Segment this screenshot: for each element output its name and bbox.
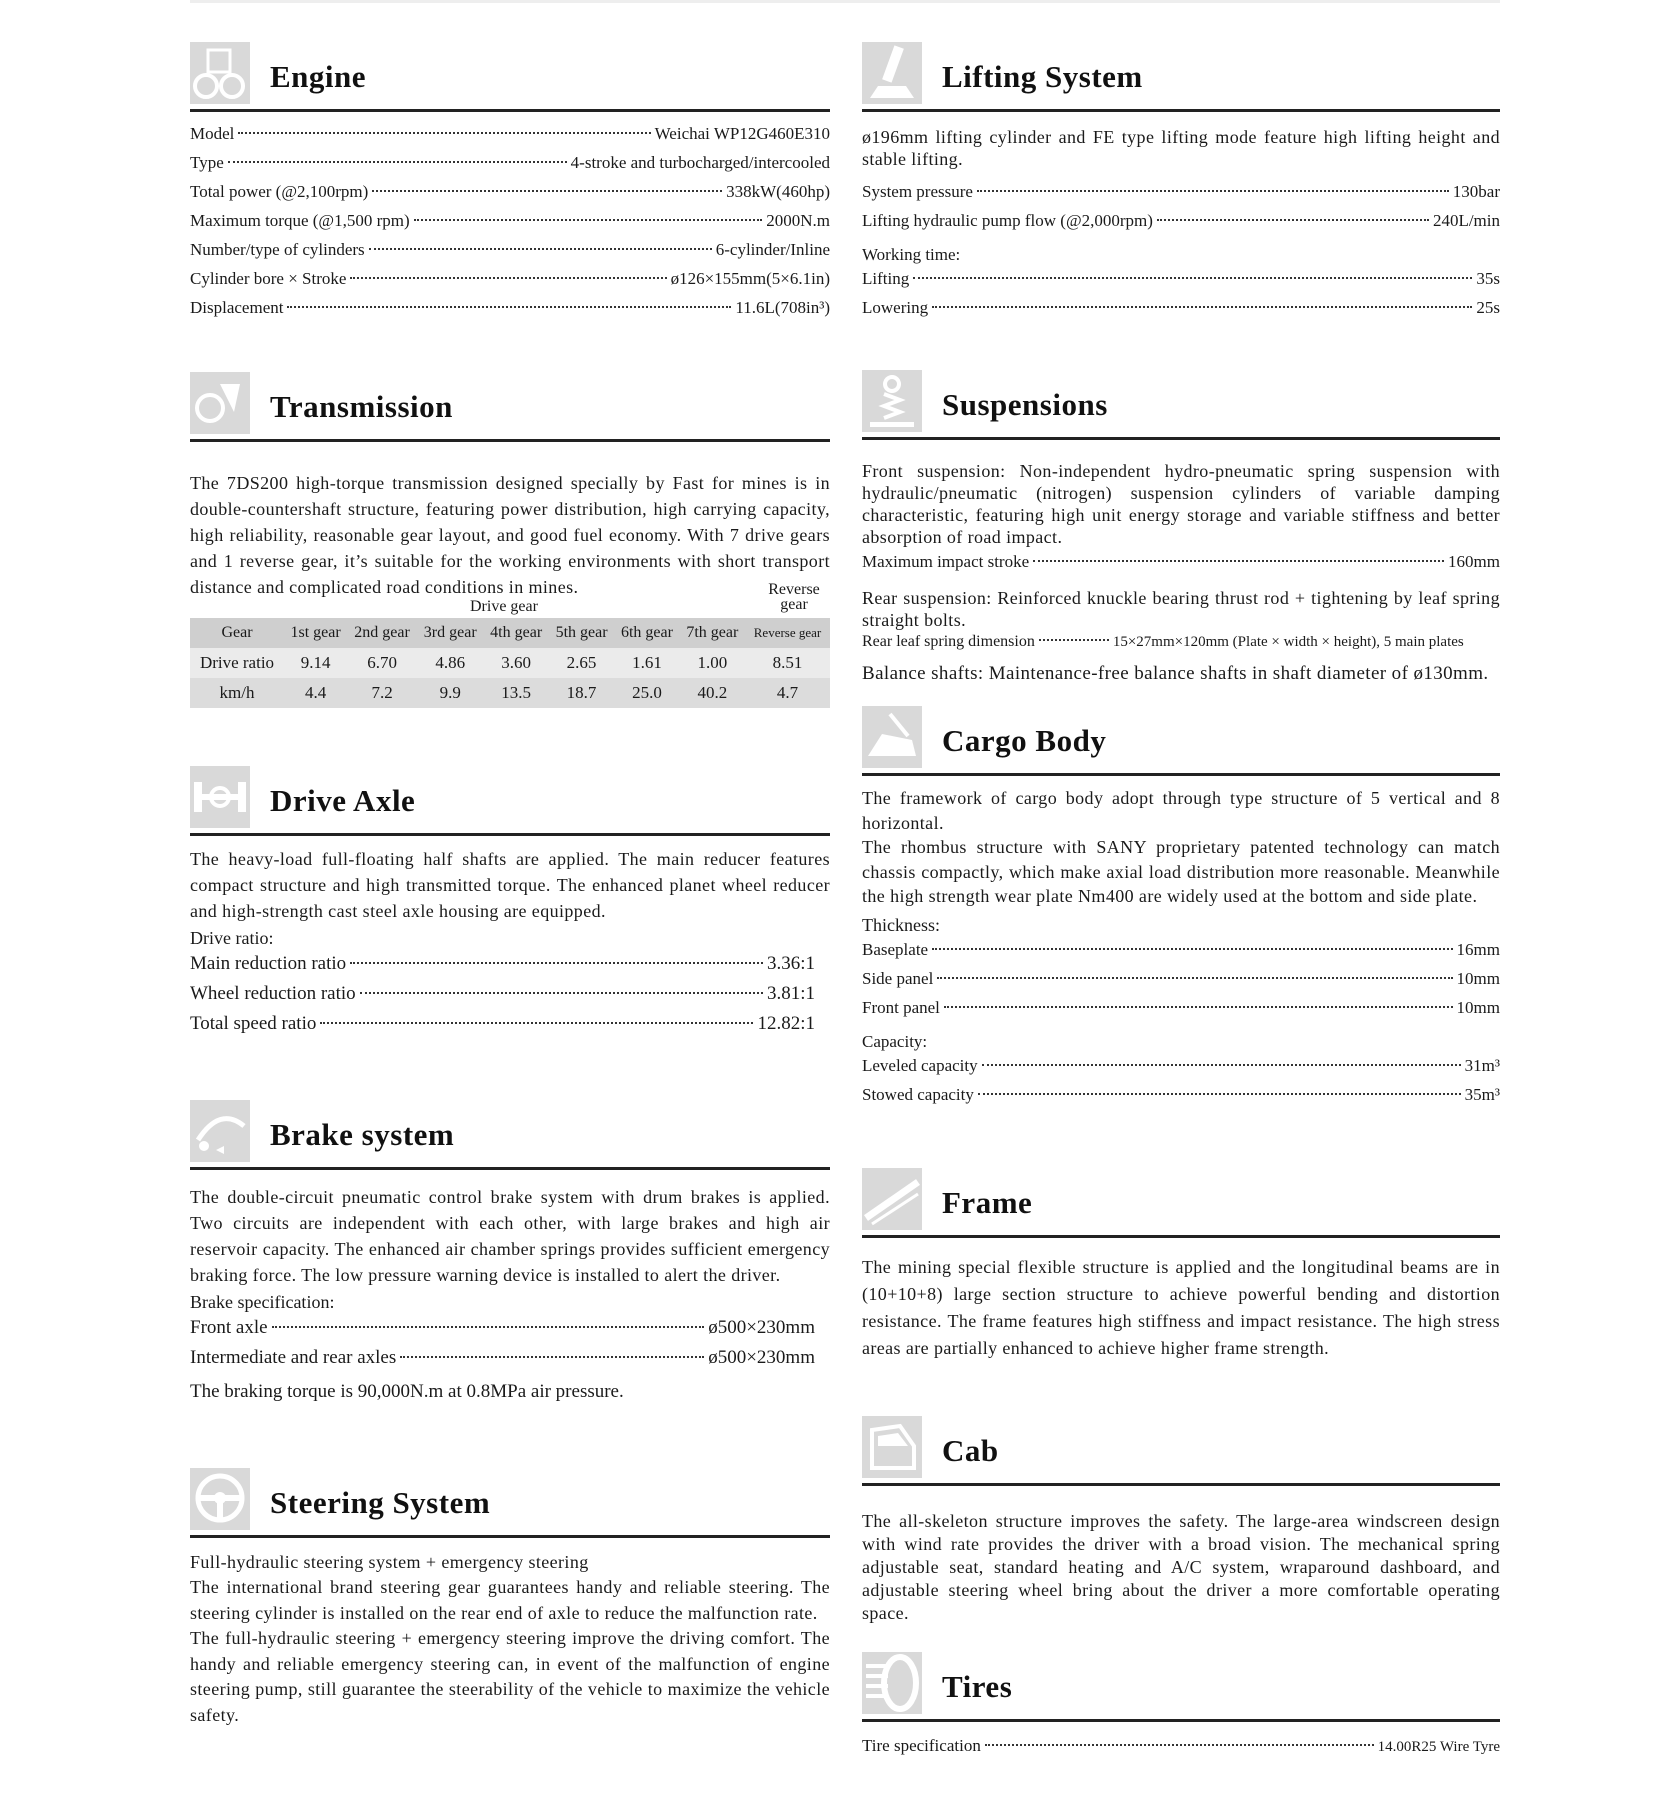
cab-description: The all-skeleton structure improves the safety. The large-area windscreen design with wind rate provides the driver with a broad vision. The mechanical spring adjustable seat, standard heating and A/C system, wraparound dashboard, and adjustable steering wheel bring about the driver a more comfortable operating space.: [862, 1511, 1500, 1623]
spec-label: Displacement: [190, 298, 284, 317]
engine-title: Engine: [270, 59, 367, 94]
table-cell: 7.2: [347, 678, 417, 708]
leader-dots: [932, 948, 1452, 950]
transmission-header: [190, 372, 830, 442]
spec-row: [190, 182, 830, 211]
frame-header: [862, 1168, 1500, 1238]
column-header: Reverse gear: [745, 618, 830, 648]
leader-dots: [913, 277, 1472, 279]
table-cell: 3.60: [483, 648, 548, 678]
tire-spec-label: Tire specification: [862, 1736, 981, 1755]
spec-value: 4-stroke and turbocharged/intercooled: [570, 153, 830, 172]
rear-suspension-text: Rear suspension: Reinforced knuckle bearing thrust rod + tightening by leaf spring straight bolts.: [862, 588, 1500, 630]
spec-row: [862, 211, 1500, 240]
brake-spec-list: [190, 1317, 815, 1377]
table-cell: km/h: [190, 678, 284, 708]
frame-description: The mining special flexible structure is applied and the longitudinal beams are in (10+10+8) large section structure to achieve powerful bending and distortion resistance. The frame features high stiffness and impact resistance. The high stress areas are partially enhanced to achieve higher frame strength.: [862, 1257, 1500, 1358]
leader-dots: [985, 1744, 1374, 1746]
leader-dots: [400, 1356, 704, 1358]
spec-row: [862, 182, 1500, 211]
drive-axle-header: [190, 766, 830, 836]
leader-dots: [372, 190, 722, 192]
spec-value: ø500×230mm: [708, 1347, 815, 1368]
cargo-description-1: The framework of cargo body adopt through type structure of 5 vertical and 8 horizontal.: [862, 788, 1500, 833]
brake-description: The double-circuit pneumatic control brake system with drum brakes is applied. Two circuits are independent with each other, with large brakes and high air reservoir capacity. The enhanced air chamber springs provides sufficient emergency braking force. The low pressure warning device is installed to alert the driver.: [190, 1187, 830, 1285]
leader-dots: [350, 962, 763, 964]
engine-spec-list: [190, 124, 830, 327]
leader-dots: [982, 1064, 1461, 1066]
cargo-body-section: [862, 706, 1500, 1114]
spec-value: 35s: [1476, 269, 1500, 288]
leaf-spring-label: Rear leaf spring dimension: [862, 633, 1035, 650]
engine-icon: [190, 42, 250, 104]
steering-wheel-icon: [190, 1468, 250, 1530]
leader-dots: [360, 992, 763, 994]
spec-value: 11.6L(708in³): [735, 298, 830, 317]
spec-value: 35m³: [1464, 1084, 1500, 1104]
braking-torque-note: The braking torque is 90,000N.m at 0.8MPa air pressure.: [190, 1381, 624, 1402]
spec-row: [190, 1347, 815, 1377]
leader-dots: [937, 977, 1452, 979]
balance-shafts-text: Balance shafts: Maintenance-free balance shafts in shaft diameter of ø130mm.: [862, 663, 1489, 684]
spec-label: System pressure: [862, 182, 973, 201]
cargo-body-icon: [862, 706, 922, 768]
gear-ratio-table: [190, 618, 830, 708]
leaf-spring-value: 15×27mm×120mm (Plate × width × height), 5 main plates: [1112, 634, 1464, 650]
spec-value: 31m³: [1464, 1055, 1500, 1075]
spec-value: 16mm: [1456, 939, 1500, 959]
transmission-title: Transmission: [270, 389, 453, 424]
cab-title: Cab: [942, 1433, 999, 1468]
lifting-header: [862, 42, 1500, 112]
spec-row: [862, 298, 1500, 327]
cargo-body-title: Cargo Body: [942, 723, 1107, 758]
column-header: 1st gear: [284, 618, 347, 648]
transmission-icon: [190, 372, 250, 434]
spec-row: [190, 124, 830, 153]
column-header: 4th gear: [483, 618, 548, 648]
leader-dots: [1033, 560, 1444, 562]
table-cell: 18.7: [549, 678, 614, 708]
transmission-description: The 7DS200 high-torque transmission designed specially by Fast for mines is in double-countershaft structure, featuring power distribution, high carrying capacity, high reliability, reasonable gear layout, and good fuel economy. With 7 drive gears and 1 reverse gear, it’s suitable for the working environments with short transport distance and complicated road conditions in mines.: [190, 473, 830, 597]
brake-spec-label: Brake specification:: [190, 1292, 335, 1312]
drive-axle-spec-list: [190, 953, 815, 1043]
table-cell: 4.86: [417, 648, 483, 678]
drive-gear-label: Drive gear: [470, 598, 538, 615]
spec-label: Type: [190, 153, 224, 172]
capacity-list: [862, 1056, 1500, 1114]
suspensions-title: Suspensions: [942, 387, 1108, 422]
cargo-body-header: [862, 706, 1500, 776]
spec-value: 3.36:1: [766, 953, 815, 974]
spec-row: [190, 153, 830, 182]
table-cell: 13.5: [483, 678, 548, 708]
drive-axle-description: The heavy-load full-floating half shafts are applied. The main reducer features compact structure and high transmitted torque. The enhanced planet wheel reducer and high-strength cast steel axle housing are equipped.: [190, 849, 830, 921]
spec-value: 130bar: [1452, 182, 1500, 201]
tire-icon: [862, 1652, 922, 1714]
drive-axle-section: [190, 766, 830, 1043]
spec-row: [862, 1056, 1500, 1085]
leader-dots: [1039, 639, 1109, 641]
leader-dots: [978, 1093, 1461, 1095]
column-header: 5th gear: [549, 618, 614, 648]
spec-label: Cylinder bore × Stroke: [190, 269, 347, 288]
spec-row: [862, 1085, 1500, 1114]
table-cell: 6.70: [347, 648, 417, 678]
spec-row: [190, 298, 830, 327]
spec-label: Wheel reduction ratio: [190, 983, 356, 1004]
cab-header: [862, 1416, 1500, 1486]
leader-dots: [932, 306, 1472, 308]
column-header: 7th gear: [680, 618, 745, 648]
leader-dots: [238, 132, 650, 134]
cargo-description-2: The rhombus structure with SANY proprietary patented technology can match chassis compactly, which make axial load distribution more reasonable. Meanwhile the high strength wear plate Nm400 are widely used at the bottom and side plate.: [862, 837, 1500, 906]
gear-group-labels: [190, 581, 830, 618]
spec-label: Front axle: [190, 1317, 268, 1338]
spec-label: Side panel: [862, 968, 934, 988]
cab-icon: [862, 1416, 922, 1478]
leader-dots: [320, 1022, 753, 1024]
suspensions-header: [862, 370, 1500, 440]
spec-row: [190, 953, 815, 983]
table-cell: 25.0: [614, 678, 679, 708]
spec-label: Lifting: [862, 269, 910, 288]
brake-title: Brake system: [270, 1117, 455, 1152]
lifting-spec-list: [862, 182, 1500, 240]
brake-section: [190, 1100, 830, 1403]
spec-row: [862, 269, 1500, 298]
tires-header: [862, 1652, 1500, 1722]
thickness-label: Thickness:: [862, 914, 940, 935]
leader-dots: [350, 277, 666, 279]
thickness-list: [862, 940, 1500, 1027]
spec-label: Lowering: [862, 298, 929, 317]
spec-label: Total power (@2,100rpm): [190, 182, 369, 201]
front-suspension-text: Front suspension: Non-independent hydro-pneumatic spring suspension with hydraulic/pneumatic (nitrogen) suspension cylinders of variable damping characteristic, featuring high unit energy storage and variable stiffness and better absorption of road impact.: [862, 461, 1500, 547]
lifting-description: ø196mm lifting cylinder and FE type lifting mode feature high lifting height and stable lifting.: [862, 127, 1500, 169]
table-cell: 1.61: [614, 648, 679, 678]
spec-label: Baseplate: [862, 939, 929, 959]
leader-dots: [369, 248, 712, 250]
working-time-label: Working time:: [862, 245, 961, 264]
spec-value: 6-cylinder/Inline: [715, 240, 830, 259]
table-cell: 40.2: [680, 678, 745, 708]
steering-line1: Full-hydraulic steering system + emergency steering: [190, 1552, 589, 1572]
engine-section: [190, 42, 830, 327]
impact-stroke-label: Maximum impact stroke: [862, 552, 1030, 571]
leader-dots: [287, 306, 731, 308]
spec-value: 12.82:1: [757, 1013, 815, 1034]
drive-ratio-label: Drive ratio:: [190, 928, 274, 948]
brake-header: [190, 1100, 830, 1170]
spec-row: [190, 1317, 815, 1347]
spec-value: ø500×230mm: [708, 1317, 815, 1338]
lifting-cylinder-icon: [862, 42, 922, 104]
spec-label: Lifting hydraulic pump flow (@2,000rpm): [862, 211, 1153, 230]
spec-value: 2000N.m: [766, 211, 830, 230]
table-row: [190, 648, 830, 678]
frame-icon: [862, 1168, 922, 1230]
spec-value: 25s: [1476, 298, 1500, 317]
leaf-spring-row: [862, 633, 1500, 662]
table-cell: 9.14: [284, 648, 347, 678]
spec-label: Total speed ratio: [190, 1013, 317, 1034]
spec-label: Leveled capacity: [862, 1055, 978, 1075]
column-header: 6th gear: [614, 618, 679, 648]
tire-spec-value: 14.00R25 Wire Tyre: [1377, 1739, 1500, 1755]
capacity-label: Capacity:: [862, 1031, 928, 1051]
leader-dots: [228, 161, 567, 163]
leader-dots: [977, 190, 1449, 192]
leader-dots: [1157, 219, 1429, 221]
leader-dots: [414, 219, 763, 221]
steering-header: [190, 1468, 830, 1538]
leader-dots: [272, 1326, 705, 1328]
spec-label: Main reduction ratio: [190, 953, 347, 974]
table-cell: 2.65: [549, 648, 614, 678]
spec-row: [190, 211, 830, 240]
spec-value: 338kW(460hp): [726, 182, 830, 201]
column-header: 2nd gear: [347, 618, 417, 648]
steering-title: Steering System: [270, 1485, 491, 1520]
spec-label: Number/type of cylinders: [190, 240, 365, 259]
spec-row: [190, 240, 830, 269]
drive-axle-title: Drive Axle: [270, 783, 416, 818]
spec-label: Maximum torque (@1,500 rpm): [190, 211, 410, 230]
spec-label: Intermediate and rear axles: [190, 1347, 397, 1368]
cab-section: [862, 1416, 1500, 1625]
spec-row: [190, 983, 815, 1013]
spec-label: Model: [190, 124, 235, 143]
spec-value: 10mm: [1456, 968, 1500, 988]
steering-description-1: The international brand steering gear guarantees handy and reliable steering. The steering cylinder is installed on the rear end of axle to reduce the malfunction rate.: [190, 1577, 830, 1623]
spec-value: ø126×155mm(5×6.1in): [670, 269, 830, 288]
spec-row: [190, 1013, 815, 1043]
steering-section: [190, 1468, 830, 1728]
lifting-time-list: [862, 269, 1500, 327]
table-cell: 4.7: [745, 678, 830, 708]
table-cell: Drive ratio: [190, 648, 284, 678]
table-cell: 1.00: [680, 648, 745, 678]
tires-title: Tires: [942, 1669, 1013, 1704]
spec-value: 10mm: [1456, 997, 1500, 1017]
table-cell: 8.51: [745, 648, 830, 678]
lifting-title: Lifting System: [942, 59, 1143, 94]
spec-label: Front panel: [862, 997, 940, 1017]
frame-title: Frame: [942, 1185, 1033, 1220]
table-header-row: [190, 618, 830, 648]
spec-value: 240L/min: [1432, 211, 1500, 230]
column-header: Gear: [190, 618, 284, 648]
spec-row: [862, 940, 1500, 969]
suspensions-section: [862, 370, 1500, 685]
engine-header: [190, 42, 830, 112]
column-header: 3rd gear: [417, 618, 483, 648]
leader-dots: [944, 1006, 1453, 1008]
spec-value: Weichai WP12G460E310: [654, 124, 830, 143]
reverse-gear-label: Reverse gear: [768, 581, 820, 613]
spec-row: [862, 998, 1500, 1027]
transmission-section: [190, 372, 830, 708]
drive-axle-icon: [190, 766, 250, 828]
spec-row: [862, 969, 1500, 998]
lifting-section: [862, 42, 1500, 327]
table-cell: 4.4: [284, 678, 347, 708]
top-rule: [190, 0, 1500, 3]
tire-spec-row: [862, 1736, 1500, 1765]
impact-stroke-row: [862, 552, 1500, 581]
impact-stroke-value: 160mm: [1448, 552, 1500, 571]
spec-value: 3.81:1: [766, 983, 815, 1004]
brake-icon: [190, 1100, 250, 1162]
suspension-icon: [862, 370, 922, 432]
table-cell: 9.9: [417, 678, 483, 708]
steering-description-2: The full-hydraulic steering + emergency steering improve the driving comfort. The handy and reliable emergency steering can, in event of the malfunction of engine steering pump, still guarantee the steerability of the vehicle to maximize the vehicle safety.: [190, 1628, 830, 1725]
frame-section: [862, 1168, 1500, 1362]
spec-label: Stowed capacity: [862, 1084, 974, 1104]
spec-row: [190, 269, 830, 298]
tires-section: [862, 1652, 1500, 1765]
table-row: [190, 678, 830, 708]
